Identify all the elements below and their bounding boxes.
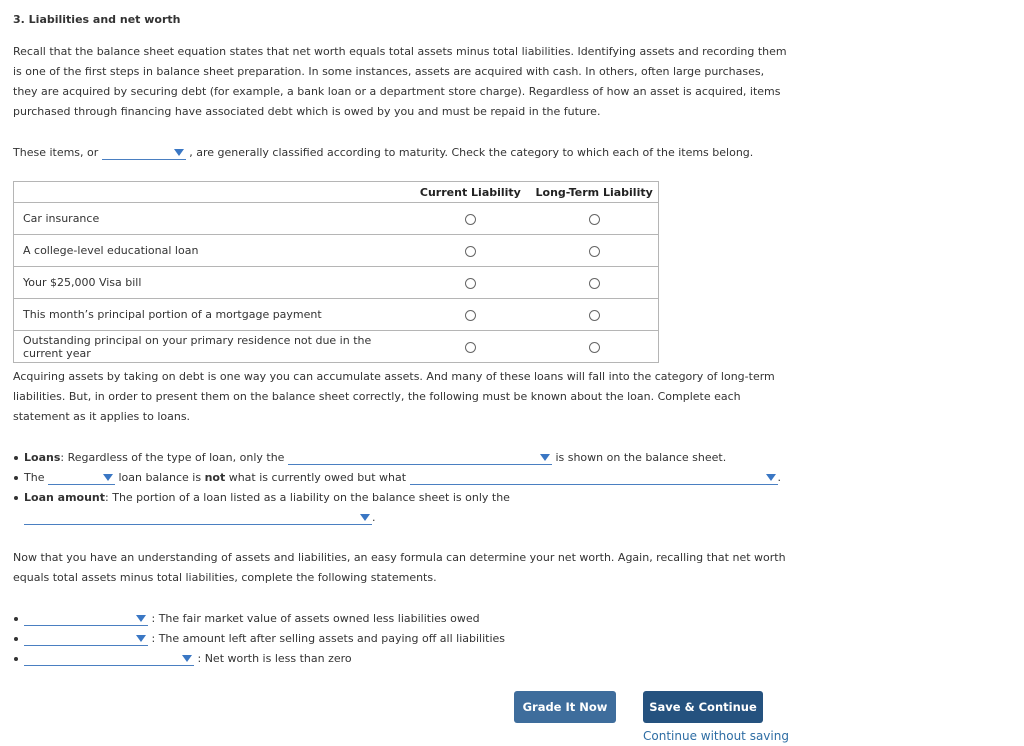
row-label: Car insurance xyxy=(14,203,411,235)
table-row xyxy=(14,299,659,331)
loans-dropdown[interactable] xyxy=(288,451,552,465)
row-label: This month’s principal portion of a mortgage payment xyxy=(14,299,411,331)
chevron-down-icon xyxy=(182,655,192,662)
loan-amount-term: Loan amount xyxy=(24,491,106,504)
table-row xyxy=(14,331,659,363)
save-continue-button[interactable]: Save & Continue xyxy=(643,691,763,723)
chevron-down-icon xyxy=(360,514,370,521)
list-item: Loan amount: The portion of a loan listed as a liability on the balance sheet is only the xyxy=(13,491,781,511)
loan-statements-list xyxy=(13,451,781,531)
radio-current-liability[interactable] xyxy=(465,310,476,321)
chevron-down-icon xyxy=(766,474,776,481)
items-sentence xyxy=(13,146,753,160)
loan-owed-dropdown[interactable] xyxy=(410,471,778,485)
bullet-icon xyxy=(14,657,18,661)
radio-current-liability[interactable] xyxy=(465,214,476,225)
list-item: . xyxy=(13,511,781,531)
acquiring-paragraph: Acquiring assets by taking on debt is one way you can accumulate assets. And many of these loans will fall into the category of long-term liabilities. But, in order to present them on the balance sheet correctly, the following must be known about the loan. Complete each statement as it applies to loans. xyxy=(13,370,775,423)
bullet-icon xyxy=(14,637,18,641)
radio-long-term-liability[interactable] xyxy=(589,310,600,321)
chevron-down-icon xyxy=(174,149,184,156)
radio-long-term-liability[interactable] xyxy=(589,214,600,225)
chevron-down-icon xyxy=(136,615,146,622)
items-sentence-before: These items, or xyxy=(13,146,102,159)
bullet-icon xyxy=(14,496,18,500)
networth-statements-list xyxy=(13,612,505,672)
bullet-icon xyxy=(14,456,18,460)
items-term-dropdown[interactable] xyxy=(102,146,186,160)
grade-it-now-button[interactable]: Grade It Now xyxy=(514,691,616,723)
radio-long-term-liability[interactable] xyxy=(589,342,600,353)
classification-table xyxy=(13,181,659,363)
chevron-down-icon xyxy=(103,474,113,481)
networth-paragraph: Now that you have an understanding of assets and liabilities, an easy formula can determine your net worth. Again, recalling that net worth equals total assets minus total liabilities, complete the following statements. xyxy=(13,551,786,584)
bullet-icon xyxy=(14,617,18,621)
networth-term-dropdown-1[interactable] xyxy=(24,612,148,626)
list-item: : The fair market value of assets owned less liabilities owed xyxy=(13,612,505,632)
table-row xyxy=(14,203,659,235)
continue-without-saving-link[interactable]: Continue without saving xyxy=(643,729,789,743)
table-header-row xyxy=(14,182,659,203)
loans-term: Loans xyxy=(24,451,61,464)
intro-paragraph: Recall that the balance sheet equation states that net worth equals total assets minus total liabilities. Identifying assets and recording them is one of the first steps in balance sheet preparation. In some instances, assets are acquired with cash. In others, often large purchases, they are acquired by securing debt (for example, a bank loan or a department store charge). Regardless of how an asset is acquired, items purchased through financing have associated debt which is owed by you and must be repaid in the future. xyxy=(13,45,787,118)
radio-current-liability[interactable] xyxy=(465,278,476,289)
networth-term-dropdown-3[interactable] xyxy=(24,652,194,666)
list-item: Loans: Regardless of the type of loan, only the is shown on the balance sheet. xyxy=(13,451,781,471)
items-sentence-after: , are generally classified according to maturity. Check the category to which each of the items belong. xyxy=(189,146,754,159)
radio-long-term-liability[interactable] xyxy=(589,246,600,257)
list-item: : Net worth is less than zero xyxy=(13,652,505,672)
list-item: : The amount left after selling assets and paying off all liabilities xyxy=(13,632,505,652)
row-label: Your $25,000 Visa bill xyxy=(14,267,411,299)
table-row xyxy=(14,235,659,267)
radio-long-term-liability[interactable] xyxy=(589,278,600,289)
table-row xyxy=(14,267,659,299)
radio-current-liability[interactable] xyxy=(465,342,476,353)
loan-amount-dropdown[interactable] xyxy=(24,511,372,525)
col-current-liability: Current Liability xyxy=(410,182,530,203)
chevron-down-icon xyxy=(540,454,550,461)
list-item: The loan balance is not what is currently owed but what . xyxy=(13,471,781,491)
row-label: Outstanding principal on your primary residence not due in the current year xyxy=(14,331,411,363)
bullet-icon xyxy=(14,476,18,480)
section-heading: 3. Liabilities and net worth xyxy=(13,13,181,26)
radio-current-liability[interactable] xyxy=(465,246,476,257)
loan-balance-type-dropdown[interactable] xyxy=(48,471,115,485)
row-label: A college-level educational loan xyxy=(14,235,411,267)
chevron-down-icon xyxy=(136,635,146,642)
col-long-term-liability: Long-Term Liability xyxy=(530,182,658,203)
networth-term-dropdown-2[interactable] xyxy=(24,632,148,646)
